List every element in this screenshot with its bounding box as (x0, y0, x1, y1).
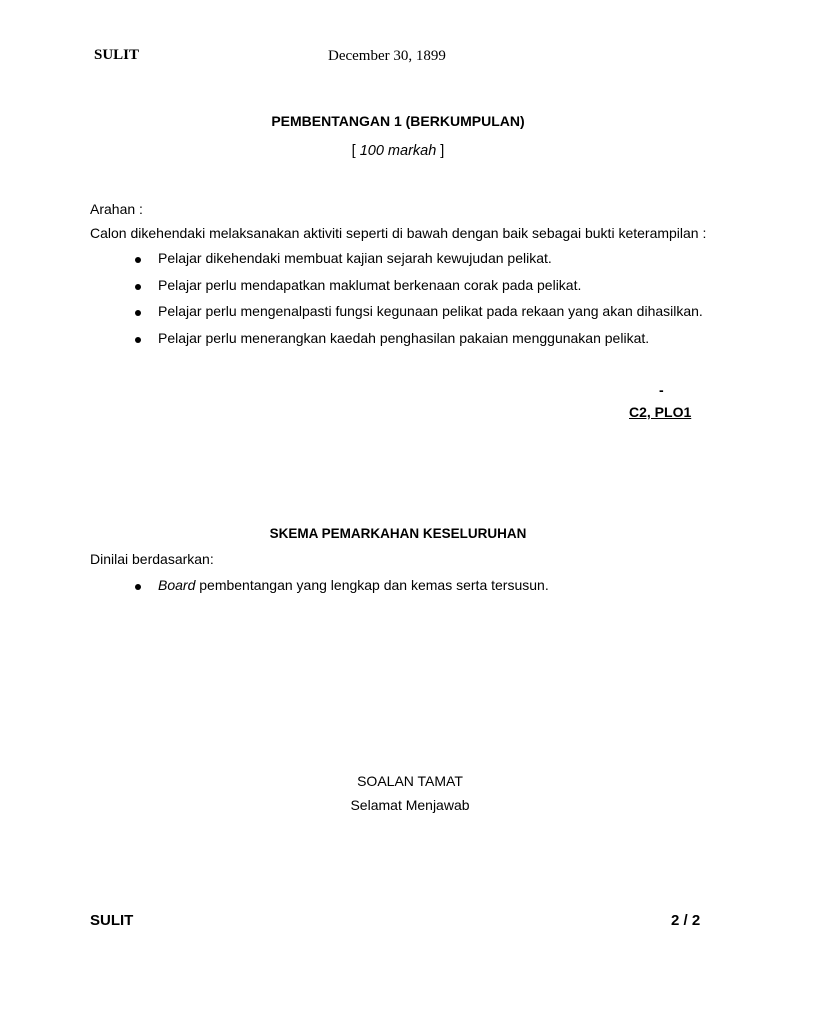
marks-value: 100 markah (359, 143, 437, 159)
page-number: 2 / 2 (671, 912, 701, 929)
list-item-text (158, 577, 549, 593)
list-item-text: Pelajar perlu mengenalpasti fungsi kegunaan pelikat pada rekaan yang akan dihasilkan. (158, 303, 703, 319)
footer-classification: SULIT (90, 912, 134, 929)
bullet-icon (135, 284, 141, 290)
header-date: December 30, 1899 (328, 48, 446, 64)
instructions-intro: Calon dikehendaki melaksanakan aktiviti seperti di bawah dengan baik sebagai bukti keterampilan : (90, 225, 707, 241)
scheme-item-emphasis: Board (158, 577, 196, 593)
instructions-label: Arahan : (90, 201, 143, 217)
closing-line-2: Selamat Menjawab (350, 797, 470, 813)
bullet-icon (135, 310, 141, 316)
total-marks (0, 143, 796, 159)
list-item-text: Pelajar perlu menerangkan kaedah penghasilan pakaian menggunakan pelikat. (158, 329, 650, 346)
marks-close-bracket: ] (436, 143, 445, 159)
closing-line-1: SOALAN TAMAT (357, 773, 463, 789)
marks-open-bracket: [ (351, 143, 360, 159)
scheme-item-text: pembentangan yang lengkap dan kemas serta tersusun. (195, 577, 549, 593)
header-classification: SULIT (94, 47, 140, 63)
outcome-code: C2, PLO1 (629, 404, 692, 420)
scheme-intro: Dinilai berdasarkan: (90, 551, 214, 567)
list-item-text: Pelajar perlu mendapatkan maklumat berkenaan corak pada pelikat. (158, 276, 582, 293)
bullet-icon (135, 584, 141, 590)
page-title: PEMBENTANGAN 1 (BERKUMPULAN) (271, 113, 525, 129)
outcome-dash: - (659, 382, 664, 398)
scheme-title: SKEMA PEMARKAHAN KESELURUHAN (269, 526, 527, 541)
bullet-icon (135, 257, 141, 263)
list-item-text: Pelajar dikehendaki membuat kajian sejarah kewujudan pelikat. (158, 250, 552, 266)
bullet-icon (135, 337, 141, 343)
